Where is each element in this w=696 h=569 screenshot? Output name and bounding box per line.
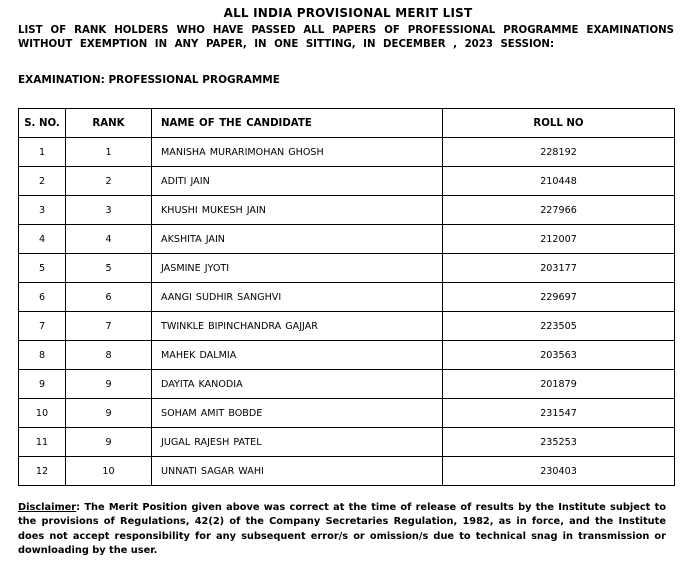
- page-title: ALL INDIA PROVISIONAL MERIT LIST: [223, 6, 473, 20]
- cell-rank: 2: [66, 167, 152, 196]
- table-row: [19, 254, 675, 283]
- cell-rank: 8: [66, 341, 152, 370]
- cell-candidate-name: MANISHA MURARIMOHAN GHOSH: [152, 138, 443, 167]
- cell-roll-no: 231547: [443, 399, 675, 428]
- cell-rank: 3: [66, 196, 152, 225]
- cell-sno: 3: [19, 196, 66, 225]
- cell-candidate-name: KHUSHI MUKESH JAIN: [152, 196, 443, 225]
- table-row: [19, 225, 675, 254]
- disclaimer: [18, 501, 666, 559]
- cell-roll-no: 203177: [443, 254, 675, 283]
- cell-roll-no: 230403: [443, 457, 675, 486]
- cell-roll-no: 203563: [443, 341, 675, 370]
- cell-roll-no: 212007: [443, 225, 675, 254]
- cell-candidate-name: SOHAM AMIT BOBDE: [152, 399, 443, 428]
- cell-rank: 5: [66, 254, 152, 283]
- cell-sno: 10: [19, 399, 66, 428]
- cell-candidate-name: MAHEK DALMIA: [152, 341, 443, 370]
- cell-rank: 9: [66, 370, 152, 399]
- cell-roll-no: 235253: [443, 428, 675, 457]
- cell-rank: 1: [66, 138, 152, 167]
- cell-rank: 4: [66, 225, 152, 254]
- cell-sno: 9: [19, 370, 66, 399]
- cell-roll-no: 228192: [443, 138, 675, 167]
- table-row: [19, 457, 675, 486]
- header-rank: RANK: [66, 109, 152, 138]
- cell-candidate-name: TWINKLE BIPINCHANDRA GAJJAR: [152, 312, 443, 341]
- header-roll-no: ROLL NO: [443, 109, 675, 138]
- cell-roll-no: 201879: [443, 370, 675, 399]
- examination-heading: EXAMINATION: PROFESSIONAL PROGRAMME: [18, 74, 280, 86]
- cell-sno: 2: [19, 167, 66, 196]
- table-row: [19, 341, 675, 370]
- list-description: LIST OF RANK HOLDERS WHO HAVE PASSED ALL PAPERS OF PROFESSIONAL PROGRAMME EXAMINATIONS WITHOUT EXEMPTION IN ANY PAPER, IN ONE SITTING, IN DECEMBER , 2023 SESSION:: [18, 25, 674, 50]
- cell-candidate-name: ADITI JAIN: [152, 167, 443, 196]
- cell-sno: 5: [19, 254, 66, 283]
- table-row: [19, 399, 675, 428]
- disclaimer-text: : The Merit Position given above was correct at the time of release of results by the Institute subject to the provisions of Regulations, 42(2) of the Company Secretaries Regulation, 1982, as in force, and the Institute does not accept responsibility for any subsequent error/s or omission/s due to technical snag in transmission or downloading by the user.: [18, 502, 666, 557]
- cell-candidate-name: AKSHITA JAIN: [152, 225, 443, 254]
- cell-sno: 1: [19, 138, 66, 167]
- cell-sno: 11: [19, 428, 66, 457]
- table-row: [19, 196, 675, 225]
- disclaimer-label: Disclaimer: [18, 502, 77, 513]
- cell-sno: 4: [19, 225, 66, 254]
- cell-rank: 9: [66, 428, 152, 457]
- cell-rank: 10: [66, 457, 152, 486]
- cell-roll-no: 223505: [443, 312, 675, 341]
- cell-candidate-name: UNNATI SAGAR WAHI: [152, 457, 443, 486]
- table-row: [19, 283, 675, 312]
- table-header-row: [19, 109, 675, 138]
- cell-candidate-name: JASMINE JYOTI: [152, 254, 443, 283]
- header-candidate-name: NAME OF THE CANDIDATE: [152, 109, 443, 138]
- cell-candidate-name: JUGAL RAJESH PATEL: [152, 428, 443, 457]
- cell-sno: 8: [19, 341, 66, 370]
- cell-rank: 6: [66, 283, 152, 312]
- merit-table: [18, 108, 675, 486]
- table-row: [19, 428, 675, 457]
- table-row: [19, 312, 675, 341]
- cell-rank: 9: [66, 399, 152, 428]
- cell-sno: 6: [19, 283, 66, 312]
- cell-sno: 12: [19, 457, 66, 486]
- cell-sno: 7: [19, 312, 66, 341]
- cell-roll-no: 229697: [443, 283, 675, 312]
- table-row: [19, 167, 675, 196]
- table-body: [19, 138, 675, 486]
- cell-candidate-name: DAYITA KANODIA: [152, 370, 443, 399]
- cell-candidate-name: AANGI SUDHIR SANGHVI: [152, 283, 443, 312]
- cell-roll-no: 210448: [443, 167, 675, 196]
- cell-rank: 7: [66, 312, 152, 341]
- header-sno: S. NO.: [19, 109, 66, 138]
- cell-roll-no: 227966: [443, 196, 675, 225]
- table-row: [19, 138, 675, 167]
- table-row: [19, 370, 675, 399]
